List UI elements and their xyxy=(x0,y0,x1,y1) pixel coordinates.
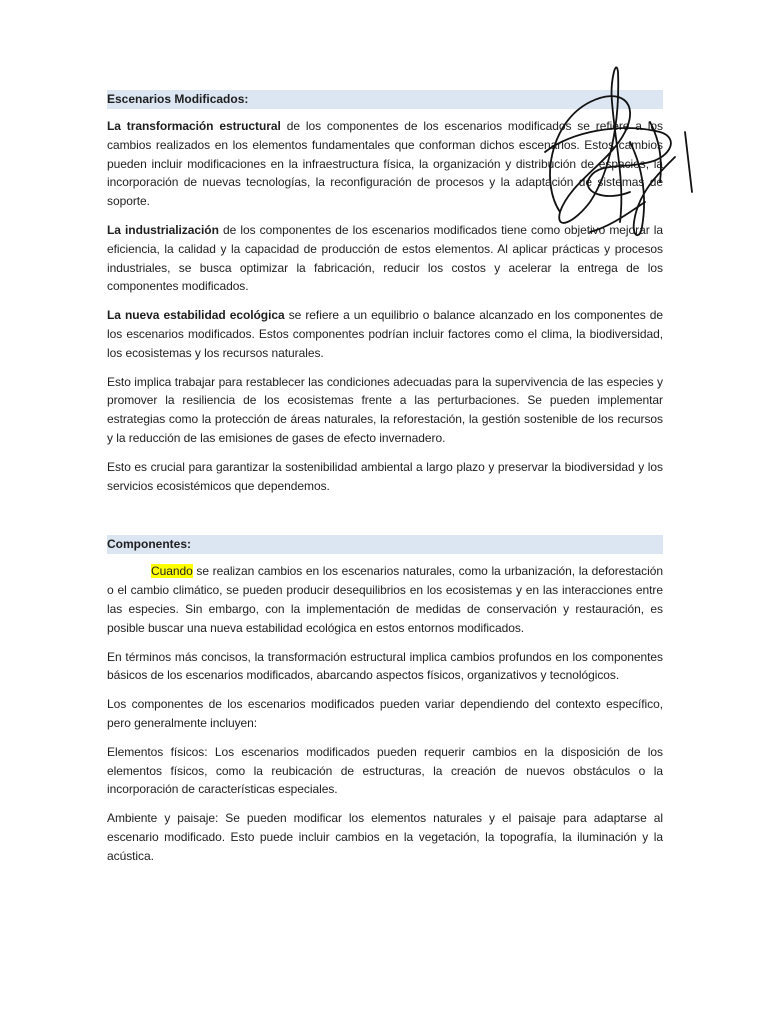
paragraph-elementos-fisicos: Elementos físicos: Los escenarios modificados pueden requerir cambios en la disposición de los elementos físicos, como la reubicación de estructuras, la creación de nuevos obstáculos o la incorporación de características especiales. xyxy=(107,744,663,797)
section-heading-escenarios: Escenarios Modificados: xyxy=(107,90,663,109)
paragraph-transformacion xyxy=(107,117,663,211)
bold-term-transformacion: La transformación estructural xyxy=(107,119,281,133)
paragraph-sostenibilidad: Esto es crucial para garantizar la sostenibilidad ambiental a largo plazo y preservar la biodiversidad y los servicios ecosistémicos que dependemos. xyxy=(107,459,663,493)
paragraph-industrializacion xyxy=(107,221,663,296)
paragraph-ambiente-paisaje: Ambiente y paisaje: Se pueden modificar los elementos naturales y el paisaje para adaptarse al escenario modificado. Esto puede incluir cambios en la vegetación, la topografía, la iluminación y la acústica. xyxy=(107,811,663,863)
paragraph-text: de los componentes de los escenarios modificados tiene como objetivo mejorar la eficiencia, la calidad y la capacidad de producción de estos elementos. Al aplicar prácticas y procesos industriales, se busca optimizar la fabricación, reducir los costos y acelerar la entrega de los componentes modificados. xyxy=(107,222,663,294)
paragraph-terminos: En términos más concisos, la transformación estructural implica cambios profundos en los componentes básicos de los escenarios modificados, abarcando aspectos físicos, organizativos y tecnológicos. xyxy=(107,649,663,683)
document-body xyxy=(107,90,663,876)
paragraph-estabilidad xyxy=(107,306,663,362)
paragraph-cuando xyxy=(107,562,663,637)
bold-term-industrializacion: La industrialización xyxy=(107,222,219,237)
paragraph-text: de los componentes de los escenarios modificados se refiere a los cambios realizados en los elementos fundamentales que conforman dichos escenarios. Estos cambios pueden incluir modificaciones en la infraestructura física, la organización y distribución de espacios, la incorporación de nuevas tecnologías, la reconfiguración de procesos y la adaptación de sistemas de soporte. xyxy=(107,119,663,209)
paragraph-text: se realizan cambios en los escenarios naturales, como la urbanización, la deforestación o el cambio climático, se pueden producir desequilibrios en los ecosistemas y en las interacciones entre las especies. Sin embargo, con la implementación de medidas de conservación y restauración, es posible buscar una nueva estabilidad ecológica en estos entornos modificados. xyxy=(107,564,663,635)
section-heading-componentes: Componentes: xyxy=(107,535,663,554)
paragraph-restablecer: Esto implica trabajar para restablecer las condiciones adecuadas para la supervivencia de las especies y promover la resiliencia de los ecosistemas frente a las perturbaciones. Se pueden implementar estrategias como la protección de áreas naturales, la reforestación, la gestión sostenible de los recursos y la reducción de las emisiones de gases de efecto invernadero. xyxy=(107,374,663,445)
paragraph-text: se refiere a un equilibrio o balance alcanzado en los componentes de los escenarios modificados. Estos componentes podrían incluir factores como el clima, la biodiversidad, los ecosistemas y los recursos naturales. xyxy=(107,308,663,360)
section-spacer xyxy=(107,505,663,535)
paragraph-componentes-variar: Los componentes de los escenarios modificados pueden variar dependiendo del contexto específico, pero generalmente incluyen: xyxy=(107,697,663,730)
highlighted-word: Cuando xyxy=(151,564,193,579)
bold-term-estabilidad: La nueva estabilidad ecológica xyxy=(107,308,285,323)
